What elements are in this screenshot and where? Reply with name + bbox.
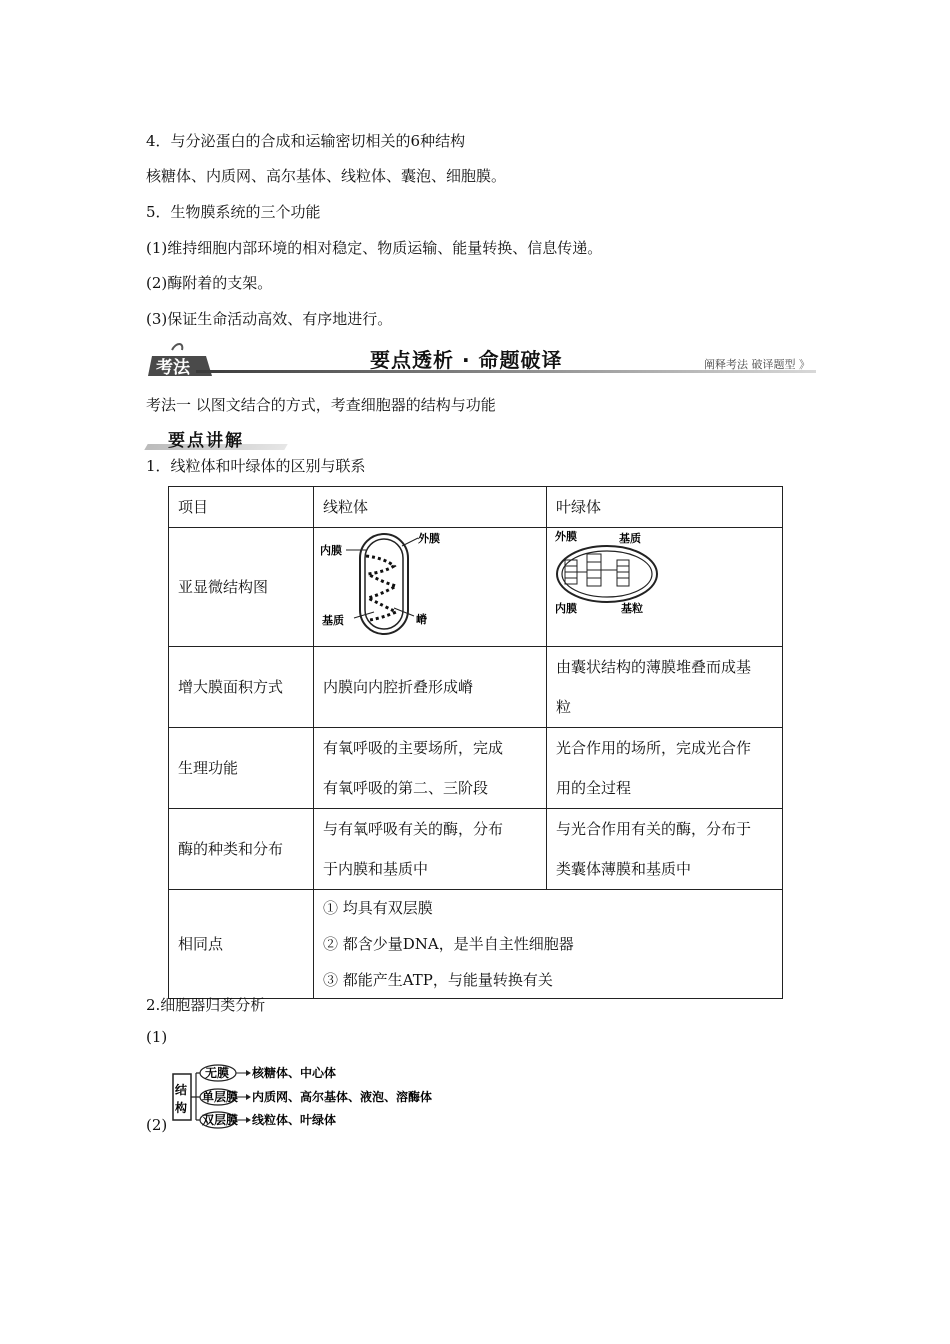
item-4-title: 4．与分泌蛋白的合成和运输密切相关的6种结构	[146, 132, 466, 150]
row-enzyme-chloro	[547, 809, 783, 890]
row-enzyme-mito	[314, 809, 547, 890]
row-enzyme-mito-line-1: 与有氧呼吸有关的酶，分布	[323, 820, 504, 838]
chloro-diagram-cell	[547, 528, 783, 647]
classification-diagram	[172, 1058, 442, 1134]
row-function-chloro	[547, 728, 783, 809]
banner-badge-icon	[146, 342, 216, 380]
chloro-label-matrix: 基质	[619, 532, 641, 545]
classify-single-label: 单层膜	[202, 1090, 239, 1104]
row-area-mito: 内膜向内腔折叠形成嵴	[314, 647, 547, 728]
row-enzyme-mito-line-2: 于内膜和基质中	[323, 860, 429, 878]
classify-root-1: 结	[175, 1083, 188, 1097]
row-same-point-1: ① 均具有双层膜	[323, 899, 433, 917]
sub-heading	[146, 426, 286, 450]
row-enzyme-label: 酶的种类和分布	[169, 809, 314, 890]
row-same-point-3: ③ 都能产生ATP，与能量转换有关	[323, 971, 553, 989]
classify-double-items: 线粒体、叶绿体	[252, 1113, 337, 1127]
chloroplast-diagram	[547, 528, 782, 642]
row-area-label: 增大膜面积方式	[169, 647, 314, 728]
classify-double-label: 双层膜	[202, 1113, 239, 1127]
sub-heading-text: 要点讲解	[168, 431, 244, 451]
table-row-area	[169, 647, 783, 728]
section-1-title: 1．线粒体和叶绿体的区别与联系	[146, 457, 366, 475]
header-item: 项目	[169, 487, 314, 528]
row-enzyme-chloro-line-2: 类囊体薄膜和基质中	[556, 860, 692, 878]
row-function-chloro-line-1: 光合作用的场所，完成光合作	[556, 739, 752, 757]
header-mito: 线粒体	[314, 487, 547, 528]
item-5-point-1: (1)维持细胞内部环境的相对稳定、物质运输、能量转换、信息传递。	[146, 239, 603, 257]
mito-label-matrix: 基质	[322, 614, 344, 627]
row-area-chloro-line-1: 由囊状结构的薄膜堆叠而成基	[556, 658, 752, 676]
header-chloro: 叶绿体	[547, 487, 783, 528]
row-same-label: 相同点	[169, 890, 314, 999]
item-5-title: 5．生物膜系统的三个功能	[146, 203, 321, 221]
row-area-chloro	[547, 647, 783, 728]
item-5-point-3: (3)保证生命活动高效、有序地进行。	[146, 310, 393, 328]
mito-diagram-cell	[314, 528, 547, 647]
table-row-same	[169, 890, 783, 999]
banner-title: 要点透析 · 命题破译	[370, 348, 563, 372]
row-same-point-2: ② 都含少量DNA，是半自主性细胞器	[323, 935, 574, 953]
banner-badge-text: 考法	[156, 358, 190, 378]
mito-label-inner: 内膜	[320, 544, 342, 557]
chloro-label-outer: 外膜	[555, 530, 577, 543]
method-1: 考法一 以图文结合的方式，考查细胞器的结构与功能	[146, 396, 496, 414]
table-row-function	[169, 728, 783, 809]
item-1-marker: (1)	[146, 1028, 168, 1046]
item-4-body: 核糖体、内质网、高尔基体、线粒体、囊泡、细胞膜。	[146, 167, 507, 185]
section-2-title: 2.细胞器归类分析	[146, 996, 266, 1014]
table-row-enzyme	[169, 809, 783, 890]
banner-tagline: 阐释考法 破译题型 》	[704, 358, 810, 371]
chloro-label-grana: 基粒	[621, 602, 643, 615]
row-function-mito-line-2: 有氧呼吸的第二、三阶段	[323, 779, 489, 797]
row-function-mito	[314, 728, 547, 809]
row-function-chloro-line-2: 用的全过程	[556, 779, 632, 797]
classify-none-label: 无膜	[205, 1066, 230, 1080]
row-diagram-label: 亚显微结构图	[169, 528, 314, 647]
classify-single-items: 内质网、高尔基体、液泡、溶酶体	[252, 1090, 433, 1104]
item-2-marker: (2)	[146, 1116, 168, 1134]
row-function-mito-line-1: 有氧呼吸的主要场所，完成	[323, 739, 504, 757]
comparison-table	[168, 486, 783, 999]
row-enzyme-chloro-line-1: 与光合作用有关的酶，分布于	[556, 820, 752, 838]
chloro-label-inner: 内膜	[555, 602, 577, 615]
section-banner	[146, 342, 816, 378]
item-5-point-2: (2)酶附着的支架。	[146, 274, 273, 292]
mito-label-cristae: 嵴	[416, 613, 427, 626]
table-header-row	[169, 487, 783, 528]
table-row-diagram	[169, 528, 783, 647]
mitochondrion-diagram	[314, 528, 546, 642]
row-area-chloro-line-2: 粒	[556, 698, 572, 716]
row-function-label: 生理功能	[169, 728, 314, 809]
classify-root-2: 构	[175, 1101, 188, 1115]
classify-none-items: 核糖体、中心体	[252, 1066, 337, 1080]
row-same-content	[314, 890, 783, 999]
mito-label-outer: 外膜	[418, 532, 440, 545]
